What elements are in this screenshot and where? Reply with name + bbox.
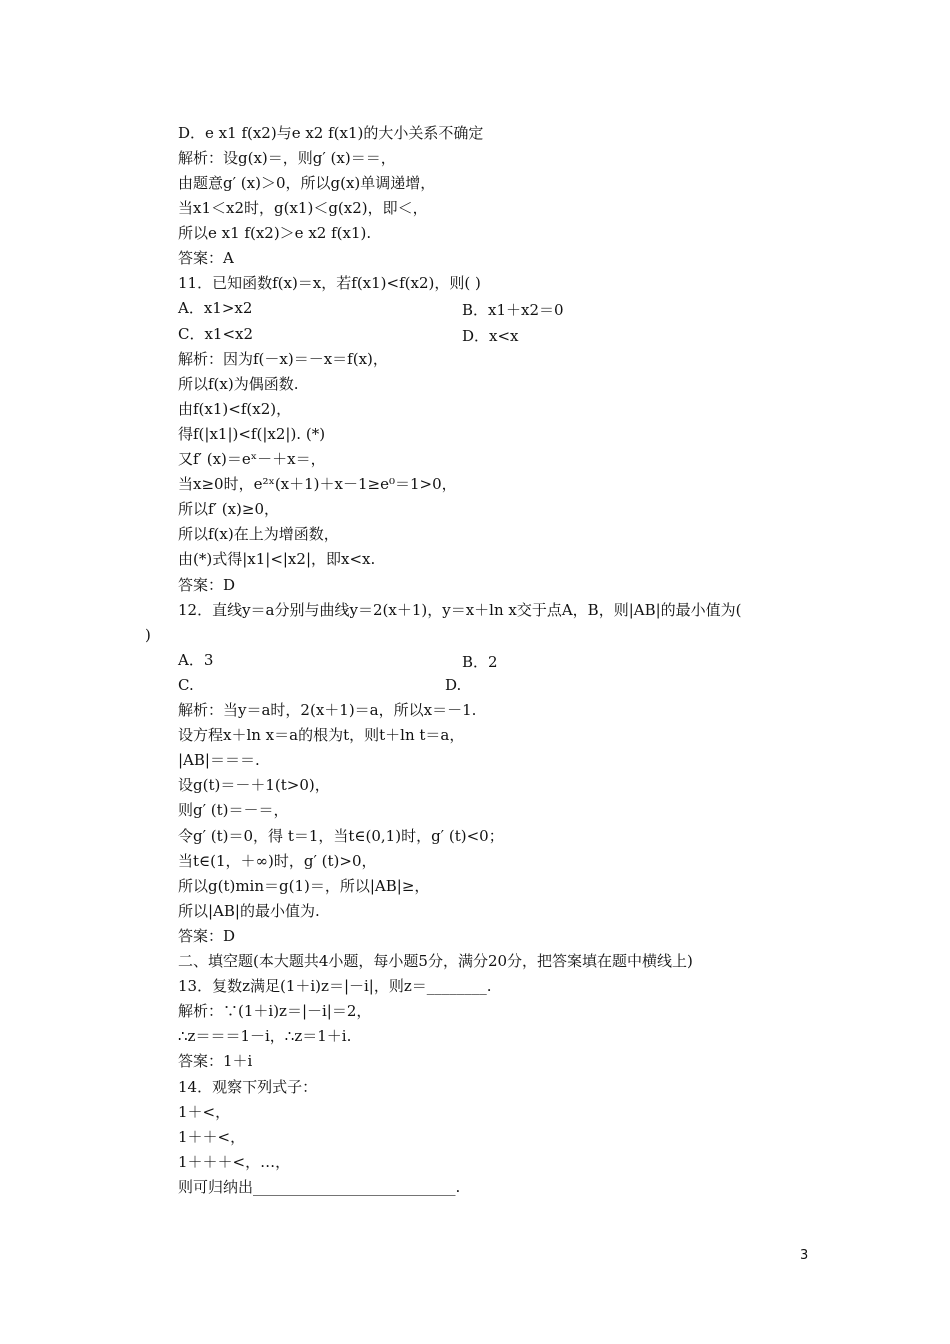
- option-c-11: C．x1<x2: [178, 325, 254, 343]
- text-line: 得f(|x1|)<f(|x2|). (*): [178, 425, 326, 443]
- text-line: 1＋＋<，: [178, 1128, 246, 1146]
- text-line: 所以g(t)min＝g(1)＝，所以|AB|≥，: [178, 877, 430, 895]
- text-line: 所以f(x)为偶函数.: [178, 375, 299, 393]
- option-a-12: A．3: [178, 651, 214, 669]
- question-12: 12．直线y＝a分别与曲线y＝2(x＋1)，y＝x＋ln x交于点A，B，则|AB|的最小值为(: [178, 601, 742, 619]
- text-line: 1＋<，: [178, 1103, 231, 1121]
- text-line: 令g′ (t)＝0，得 t＝1，当t∈(0,1)时，g′ (t)<0；: [178, 827, 504, 845]
- text-line: 则g′ (t)＝－＝，: [178, 801, 289, 819]
- text-line: ∴z＝＝＝1－i，∴z＝1＋i.: [178, 1027, 352, 1045]
- answer-10: 答案：A: [178, 249, 234, 267]
- text-line: 解析：∵(1＋i)z＝|－i|＝2，: [178, 1002, 372, 1020]
- option-d-11: D．x<x: [462, 327, 519, 345]
- question-11: 11．已知函数f(x)＝x，若f(x1)<f(x2)，则( ): [178, 274, 481, 292]
- answer-12: 答案：D: [178, 927, 236, 945]
- page-number: 3: [800, 1248, 809, 1263]
- text-line: 所以f′ (x)≥0，: [178, 500, 280, 518]
- text-line: 又f′ (x)＝eˣ－＋x＝，: [178, 450, 326, 468]
- text-line: 当t∈(1，＋∞)时，g′ (t)>0，: [178, 852, 377, 870]
- answer-11: 答案：D: [178, 576, 236, 594]
- text-line: |AB|＝＝＝.: [178, 751, 260, 769]
- text-line: 由(*)式得|x1|<|x2|，即x<x.: [178, 550, 376, 568]
- text-line: 由题意g′ (x)＞0，所以g(x)单调递增，: [178, 174, 436, 192]
- text-line: 则可归纳出___________________________.: [178, 1178, 461, 1196]
- text-line: 设方程x＋ln x＝a的根为t，则t＋ln t＝a，: [178, 726, 465, 744]
- option-b-11: B．x1＋x2＝0: [462, 301, 564, 319]
- question-13: 13．复数z满足(1＋i)z＝|－i|，则z＝________.: [178, 977, 492, 995]
- text-line: 当x1＜x2时，g(x1)＜g(x2)，即＜，: [178, 199, 428, 217]
- text-line: 解析：因为f(－x)＝－x＝f(x)，: [178, 350, 388, 368]
- text-line: 所以|AB|的最小值为.: [178, 902, 320, 920]
- text-line: 所以f(x)在上为增函数，: [178, 525, 339, 543]
- text-line: 解析：设g(x)＝，则g′ (x)＝＝，: [178, 149, 396, 167]
- text-line: 由f(x1)<f(x2)，: [178, 400, 292, 418]
- question-14: 14．观察下列式子：: [178, 1078, 318, 1096]
- option-d-10: D．e x1 f(x2)与e x2 f(x1)的大小关系不确定: [178, 124, 484, 142]
- option-a-11: A．x1>x2: [178, 299, 253, 317]
- section-heading: 二、填空题(本大题共4小题，每小题5分，满分20分，把答案填在题中横线上): [178, 952, 693, 970]
- question-12-wrap: ): [145, 626, 151, 644]
- text-line: 所以e x1 f(x2)＞e x2 f(x1).: [178, 224, 372, 242]
- text-line: 解析：当y＝a时，2(x＋1)＝a，所以x＝－1.: [178, 701, 477, 719]
- option-d-12: D.: [445, 676, 462, 694]
- option-b-12: B．2: [462, 653, 498, 671]
- text-line: 当x≥0时，e²ˣ(x＋1)＋x－1≥e⁰＝1>0，: [178, 475, 457, 493]
- text-line: 设g(t)＝－＋1(t>0)，: [178, 776, 330, 794]
- option-c-12: C.: [178, 676, 194, 694]
- text-line: 1＋＋＋<，…，: [178, 1153, 291, 1171]
- answer-13: 答案：1＋i: [178, 1052, 253, 1070]
